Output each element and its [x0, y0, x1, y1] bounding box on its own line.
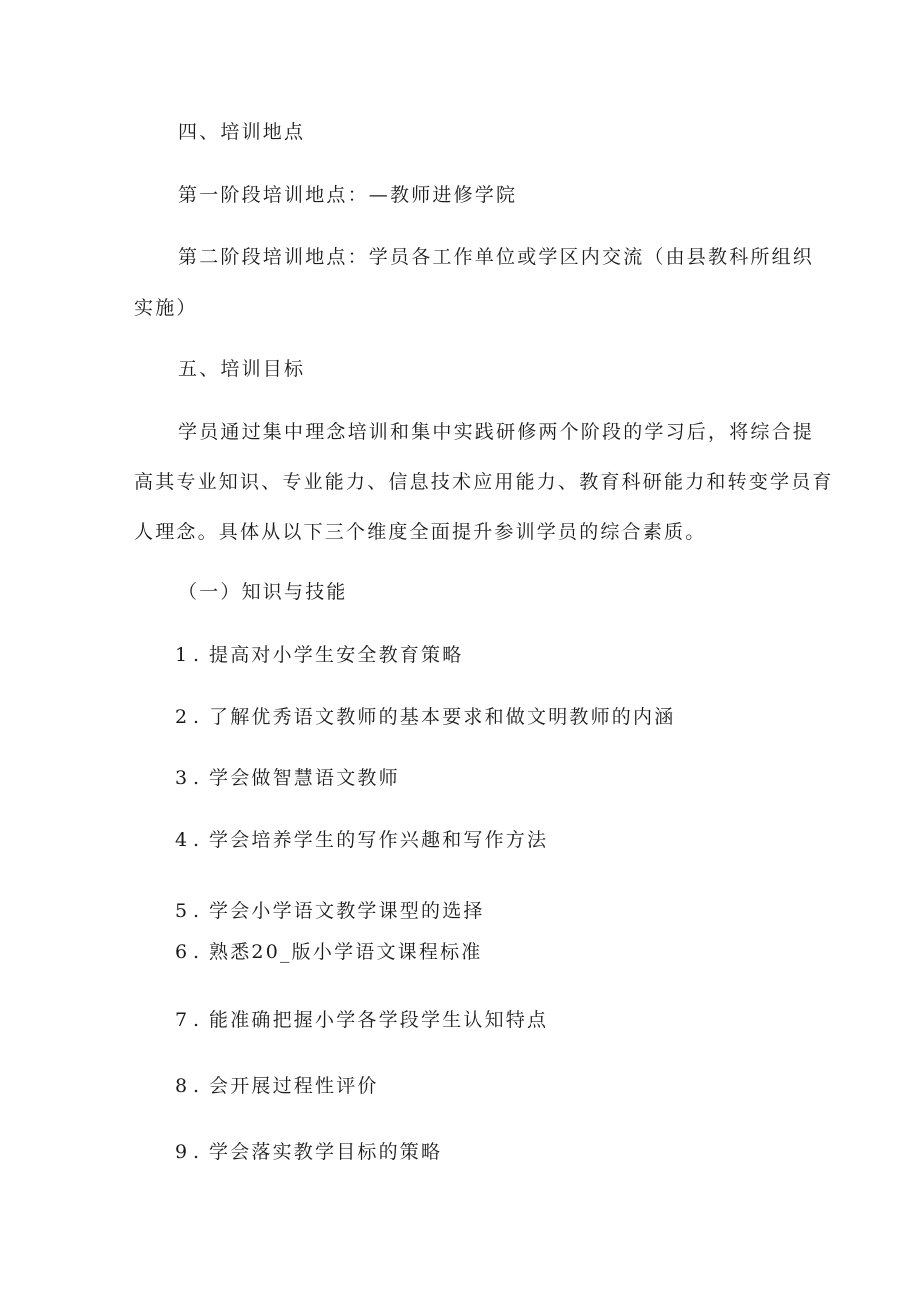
- section-heading-location: 四、培训地点: [178, 121, 306, 143]
- list-item-number: 3: [175, 767, 190, 789]
- goals-intro-line3: 人理念。具体从以下三个维度全面提升参训学员的综合素质。: [134, 521, 707, 543]
- list-item: 1 . 提高对小学生安全教育策略: [175, 641, 463, 669]
- goals-intro-line2: 高其专业知识、专业能力、信息技术应用能力、教育科研能力和转变学员育: [134, 471, 834, 493]
- list-item: 8 . 会开展过程性评价: [175, 1072, 379, 1100]
- list-item-number: 5: [175, 900, 190, 922]
- list-item-text: 提高对小学生安全教育策略: [209, 644, 464, 666]
- list-item-number: 7: [175, 1009, 190, 1031]
- list-item-text: 学会做智慧语文教师: [209, 767, 400, 789]
- list-item: 4 . 学会培养学生的写作兴趣和写作方法: [175, 826, 548, 854]
- goals-intro-line1: 学员通过集中理念培训和集中实践研修两个阶段的学习后，将综合提: [178, 421, 815, 443]
- phase1-location: 第一阶段培训地点：—教师进修学院: [178, 184, 518, 206]
- phase2-location-line1: 第二阶段培训地点：学员各工作单位或学区内交流（由县教科所组织: [178, 246, 815, 268]
- list-item-text: 学会落实教学目标的策略: [209, 1141, 443, 1163]
- list-item: 9 . 学会落实教学目标的策略: [175, 1138, 442, 1166]
- list-item-number: 4: [175, 829, 190, 851]
- list-item-text: 学会小学语文教学课型的选择: [209, 900, 485, 922]
- phase2-location-line2: 实施）: [134, 297, 198, 319]
- section-heading-goals: 五、培训目标: [178, 358, 306, 380]
- list-item: 5 . 学会小学语文教学课型的选择: [175, 897, 485, 925]
- sub-heading-knowledge-skills: （一）知识与技能: [178, 581, 348, 603]
- list-item: 2 . 了解优秀语文教师的基本要求和做文明教师的内涵: [175, 703, 675, 731]
- list-item-number: 9: [175, 1141, 190, 1163]
- list-item-text: 会开展过程性评价: [209, 1075, 379, 1097]
- list-item-number: 6: [175, 941, 190, 963]
- list-item-text: 熟悉20_版小学语文课程标准: [209, 941, 483, 963]
- list-item-number: 1: [175, 644, 190, 666]
- list-item: 3 . 学会做智慧语文教师: [175, 764, 400, 792]
- list-item-text: 能准确把握小学各学段学生认知特点: [209, 1009, 549, 1031]
- list-item: 7 . 能准确把握小学各学段学生认知特点: [175, 1006, 548, 1034]
- list-item-text: 了解优秀语文教师的基本要求和做文明教师的内涵: [209, 706, 676, 728]
- list-item-number: 2: [175, 706, 190, 728]
- list-item-number: 8: [175, 1075, 190, 1097]
- list-item: 6 . 熟悉20_版小学语文课程标准: [175, 938, 482, 966]
- list-item-text: 学会培养学生的写作兴趣和写作方法: [209, 829, 549, 851]
